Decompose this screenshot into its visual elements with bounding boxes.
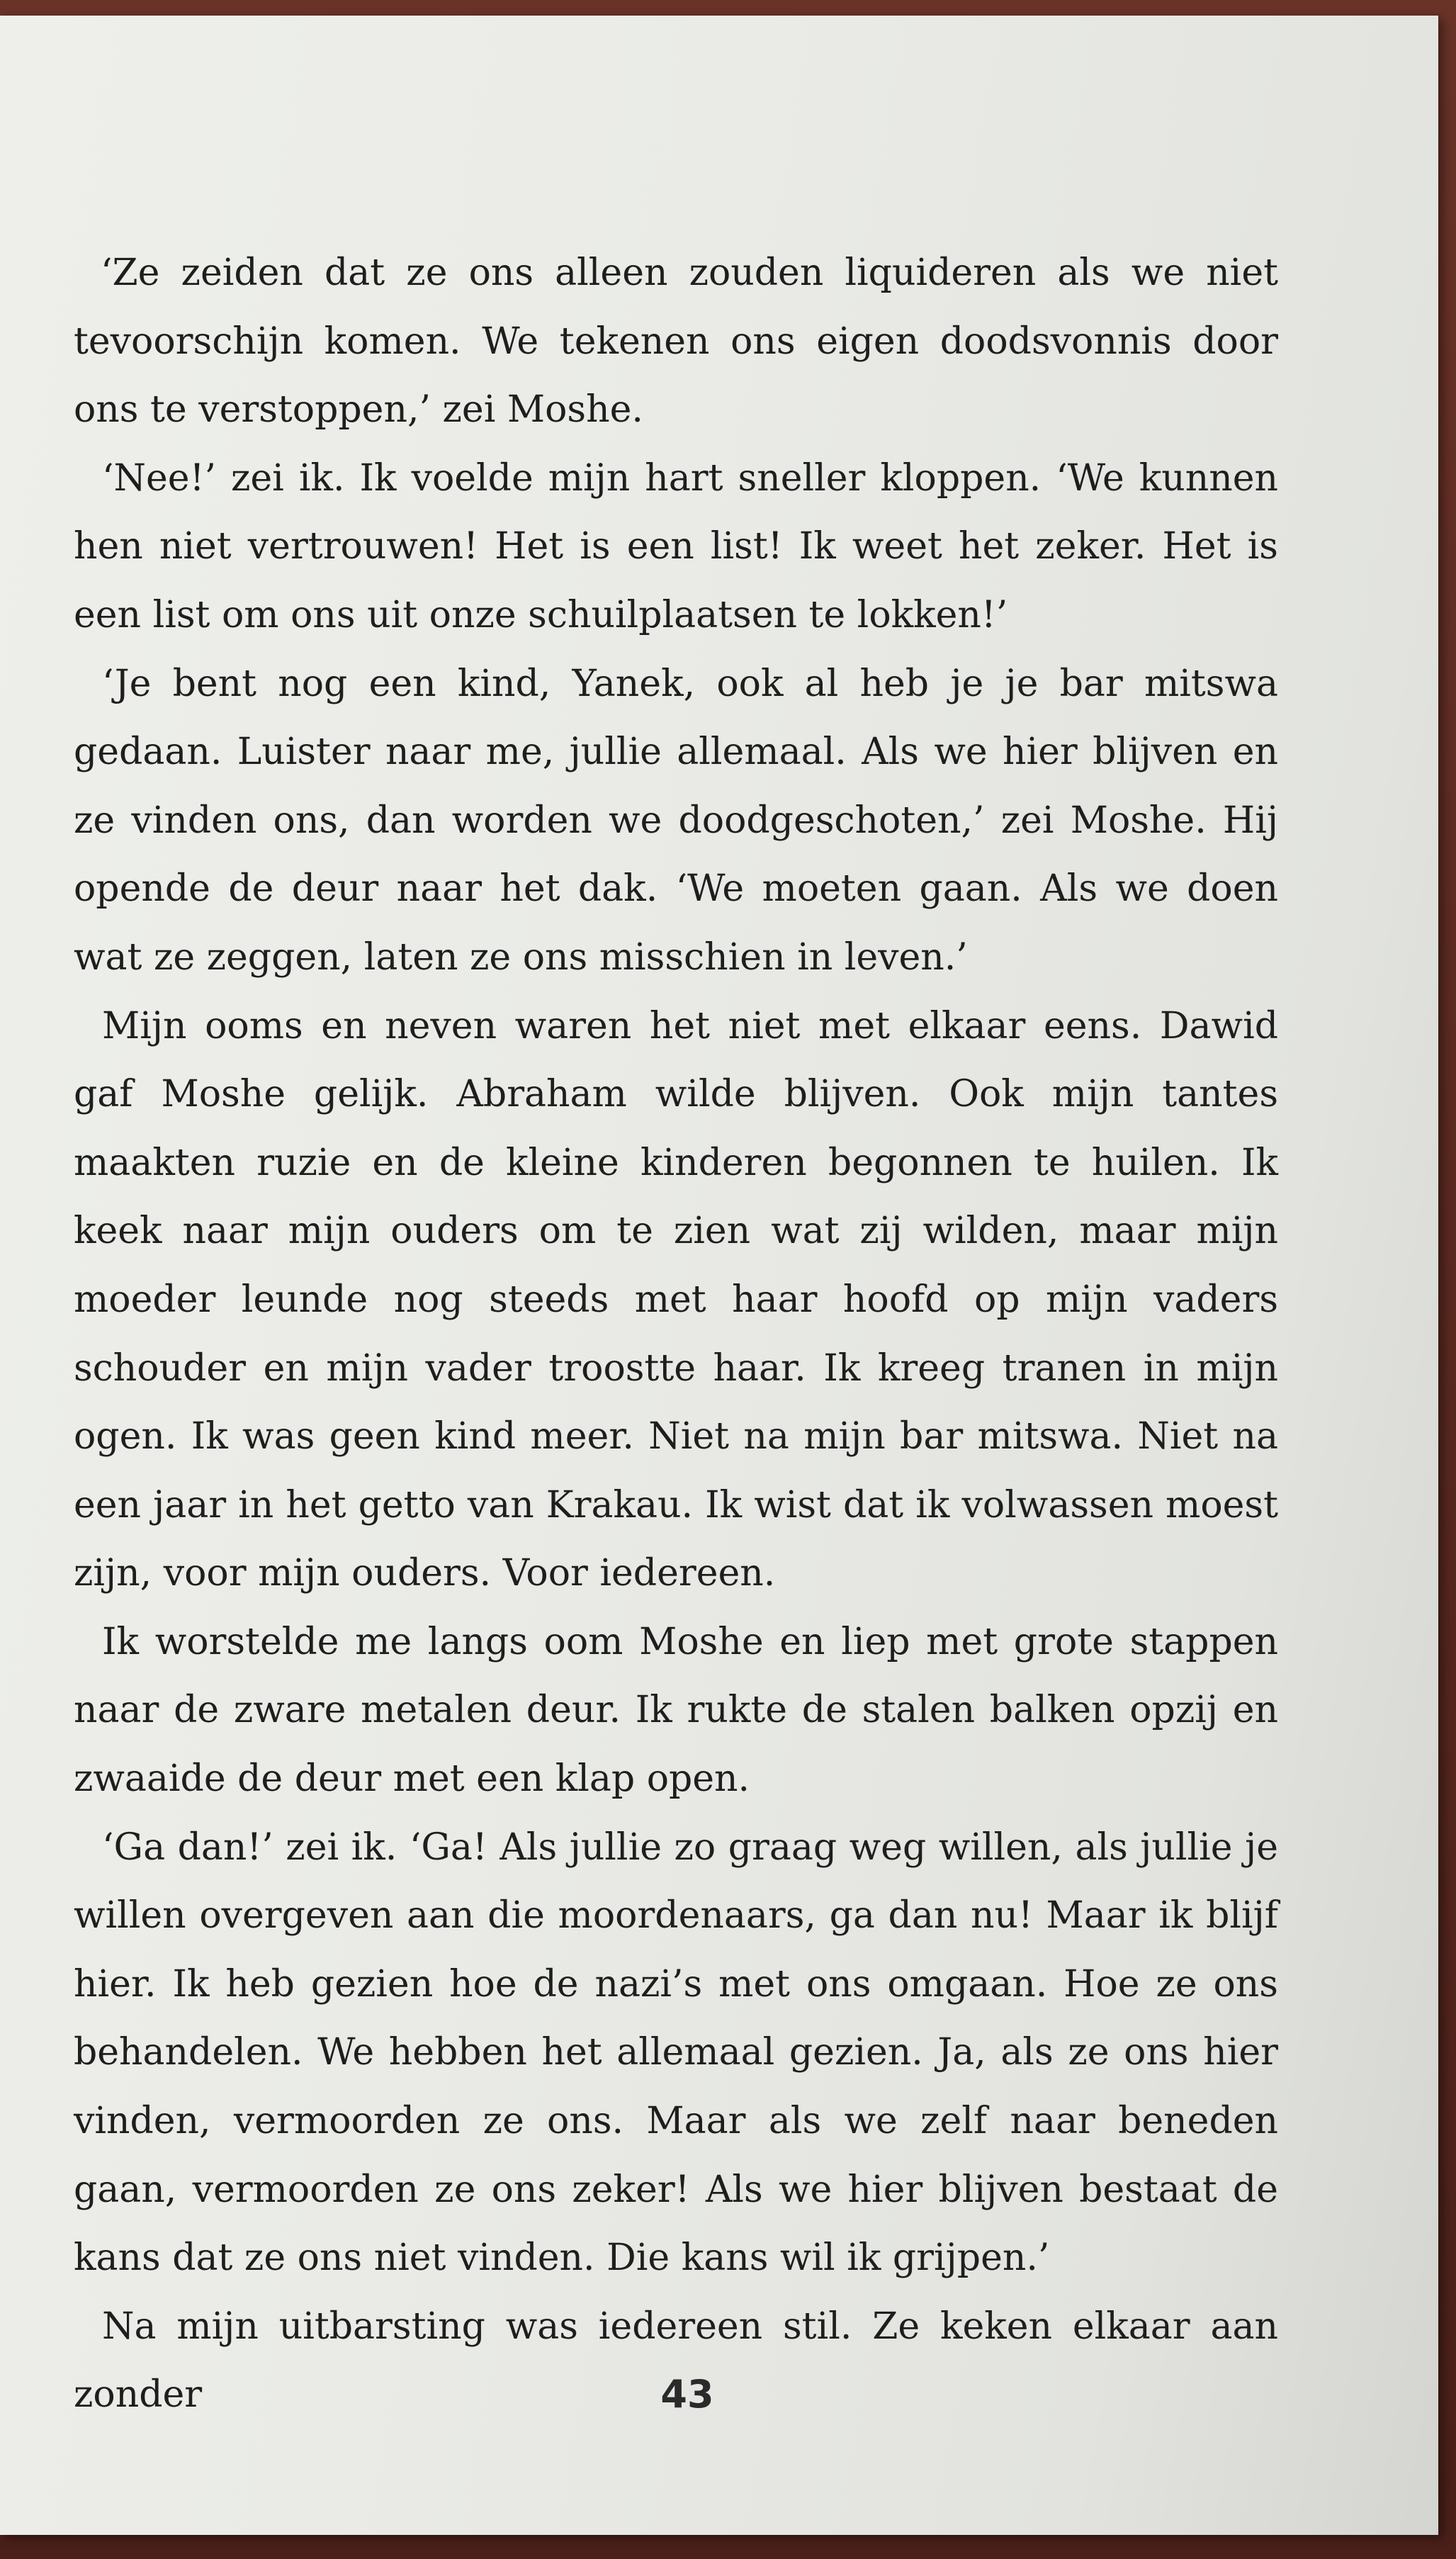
paragraph-5: Ik worstelde me langs oom Moshe en liep met grote stappen naar de zware metalen deur. Ik rukte de stalen balken opzij en zwaaide de deur met een klap open.: [74, 1620, 1278, 1801]
paragraph-6: ‘Ga dan!’ zei ik. ‘Ga! Als jullie zo graag weg willen, als jullie je willen overgeven aan die moordenaars, ga dan nu! Maar ik blijf hier. Ik heb gezien hoe de nazi’s met ons omgaan. Hoe ze ons behandelen. We hebben het allemaal gezien. Ja, als ze ons hier vinden, vermoorden ze ons. Maar als we zelf naar beneden gaan, vermoorden ze ons zeker! Als we hier blijven bestaat de kans dat ze ons niet vinden. Die kans wil ik grijpen.’: [74, 1826, 1278, 2280]
paragraph-2: ‘Nee!’ zei ik. Ik voelde mijn hart sneller kloppen. ‘We kunnen hen niet vertrouwen! Het is een list! Ik weet het zeker. Het is een list om ons uit onze schuilplaatsen te lokken!’: [74, 456, 1278, 636]
page-body-text: [74, 239, 1278, 2429]
paragraph-4: Mijn ooms en neven waren het niet met elkaar eens. Dawid gaf Moshe gelijk. Abraham wilde blijven. Ook mijn tantes maakten ruzie en de kleine kinderen begonnen te huilen. Ik keek naar mijn ouders om te zien wat zij wilden, maar mijn moeder leunde nog steeds met haar hoofd op mijn vaders schouder en mijn vader troostte haar. Ik kreeg tranen in mijn ogen. Ik was geen kind meer. Niet na mijn bar mitswa. Niet na een jaar in het getto van Krakau. Ik wist dat ik volwassen moest zijn, voor mijn ouders. Voor iedereen.: [74, 1004, 1278, 1595]
paragraph-7: Na mijn uitbarsting was iedereen stil. Ze keken elkaar aan zonder: [74, 2305, 1278, 2417]
page-number: 43: [660, 2372, 714, 2417]
paragraph-3: ‘Je bent nog een kind, Yanek, ook al heb je je bar mitswa gedaan. Luister naar me, jullie allemaal. Als we hier blijven en ze vinden ons, dan worden we doodgeschoten,’ zei Moshe. Hij opende de deur naar het dak. ‘We moeten gaan. Als we doen wat ze zeggen, laten ze ons misschien in leven.’: [74, 662, 1278, 979]
paragraph-1: ‘Ze zeiden dat ze ons alleen zouden liquideren als we niet tevoorschijn komen. We tekenen ons eigen doodsvonnis door ons te verstoppen,’ zei Moshe.: [74, 252, 1278, 432]
book-page: [0, 16, 1438, 2535]
